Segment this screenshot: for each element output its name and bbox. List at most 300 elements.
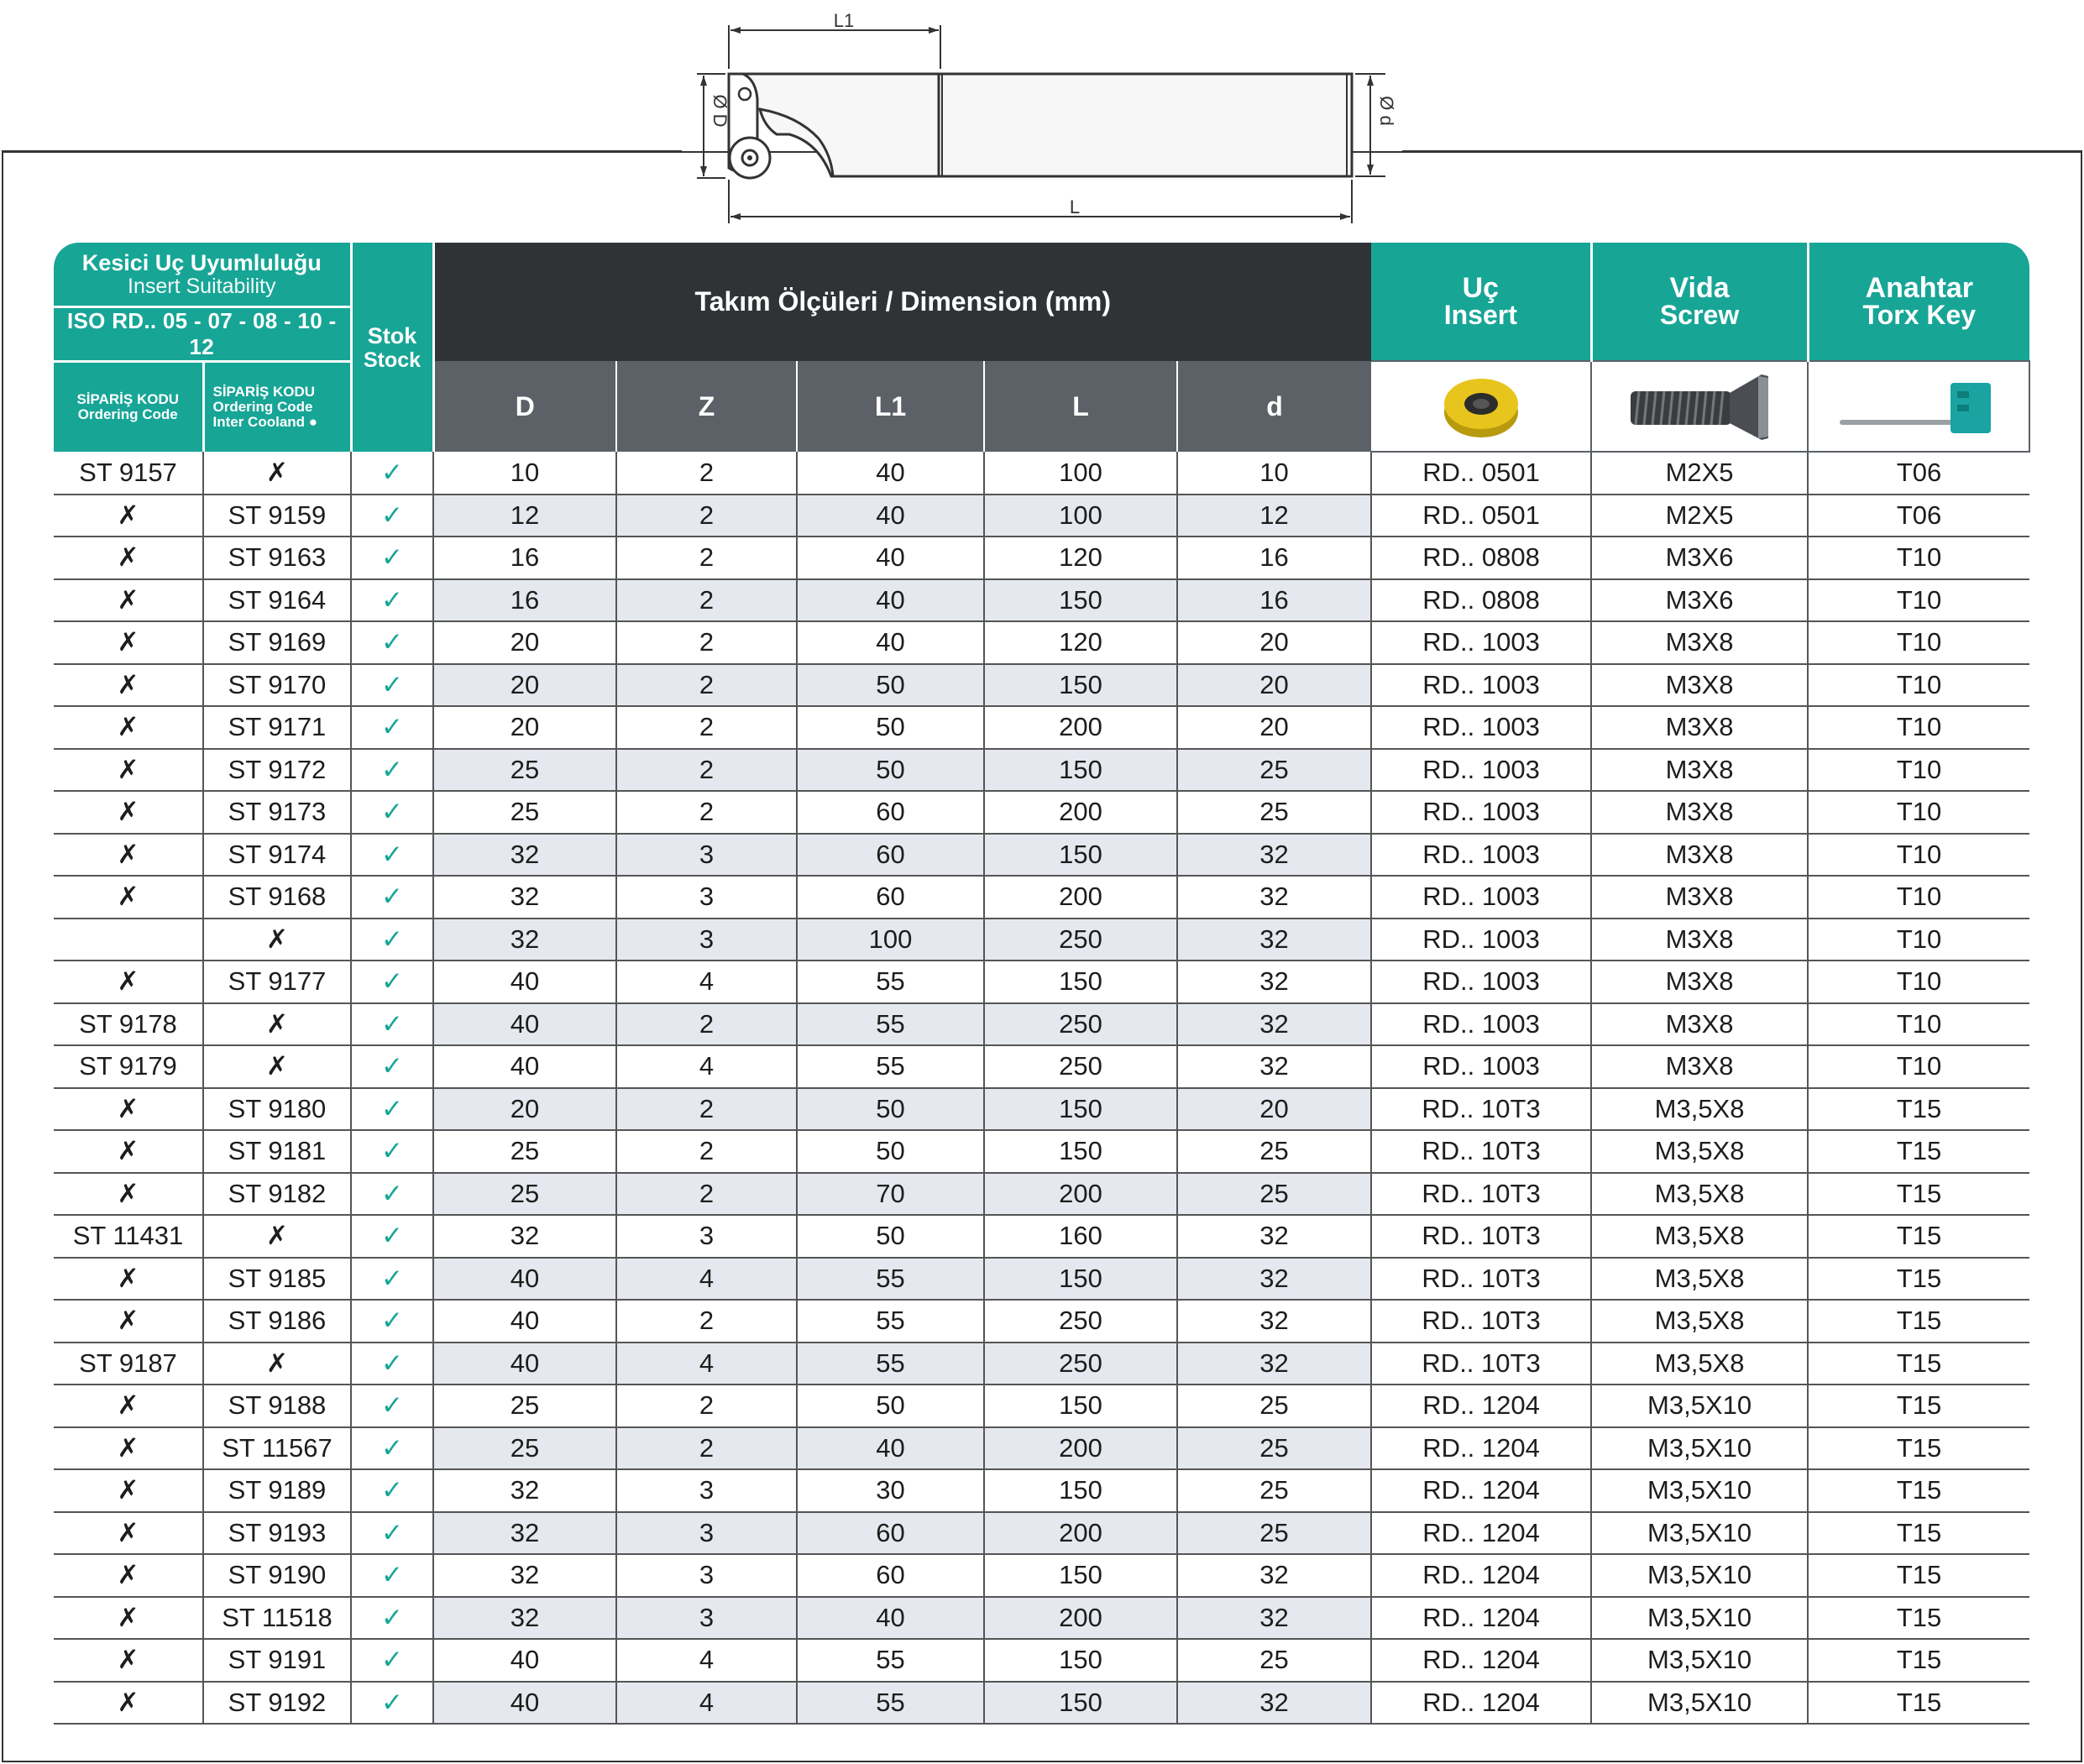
check-icon: ✓ — [351, 961, 433, 1003]
table-row — [54, 664, 2029, 707]
key-title: Anahtar — [1865, 272, 1974, 304]
cell-screw: M3,5X10 — [1591, 1682, 1808, 1725]
cell-z: 3 — [616, 919, 797, 961]
cell-insert: RD.. 10T3 — [1371, 1130, 1591, 1173]
cell-insert: RD.. 1003 — [1371, 791, 1591, 834]
cell-l: 250 — [984, 1045, 1177, 1088]
cell-insert: RD.. 1204 — [1371, 1512, 1591, 1555]
cell-key: T10 — [1808, 664, 2029, 707]
cell-l1: 40 — [797, 495, 984, 537]
cell-z: 2 — [616, 706, 797, 749]
cell-insert: RD.. 1003 — [1371, 961, 1591, 1003]
cell-z: 2 — [616, 579, 797, 622]
cell-key: T15 — [1808, 1343, 2029, 1385]
stock-sub: Stock — [363, 348, 422, 372]
cell-l1: 60 — [797, 834, 984, 877]
table-row — [54, 834, 2029, 877]
cell-l1: 70 — [797, 1173, 984, 1216]
cell-screw: M3X8 — [1591, 834, 1808, 877]
iso-line: ISO RD.. 05 - 07 - 08 - 10 - 12 — [66, 307, 337, 359]
check-icon: ✓ — [351, 1088, 433, 1131]
cell-d: 20 — [1177, 706, 1371, 749]
check-icon: ✓ — [351, 1469, 433, 1512]
table-row — [54, 579, 2029, 622]
cell-l1: 50 — [797, 1215, 984, 1258]
cell-d: 25 — [433, 749, 616, 792]
cell-key: T15 — [1808, 1554, 2029, 1597]
cell-key: T10 — [1808, 537, 2029, 579]
cell-l1: 60 — [797, 1554, 984, 1597]
cell-z: 4 — [616, 1682, 797, 1725]
cell-d: 32 — [433, 1215, 616, 1258]
cell-d: 32 — [1177, 1003, 1371, 1046]
cross-icon: ✗ — [54, 1554, 203, 1597]
cell-key: T10 — [1808, 749, 2029, 792]
table-row — [54, 1427, 2029, 1470]
cell-key: T15 — [1808, 1215, 2029, 1258]
cell-insert: RD.. 1204 — [1371, 1469, 1591, 1512]
col-header-L1: L1 — [797, 361, 984, 452]
cross-icon: ✗ — [54, 706, 203, 749]
cross-icon: ✗ — [54, 495, 203, 537]
cell-l: 200 — [984, 1512, 1177, 1555]
cell-l1: 55 — [797, 1003, 984, 1046]
cell-d: 40 — [433, 1258, 616, 1301]
cell-z: 4 — [616, 1258, 797, 1301]
cell-d: 32 — [1177, 1215, 1371, 1258]
cell-cool: ST 9180 — [203, 1088, 351, 1131]
cell-key: T15 — [1808, 1682, 2029, 1725]
cross-icon: ✗ — [203, 1003, 351, 1046]
table-row — [54, 1003, 2029, 1046]
table-row — [54, 1639, 2029, 1682]
cell-z: 2 — [616, 1088, 797, 1131]
ordering-code-cool-en1: Ordering Code — [212, 398, 313, 415]
cell-key: T10 — [1808, 706, 2029, 749]
dim-label-L1: L1 — [833, 10, 855, 31]
table-row — [54, 1469, 2029, 1512]
table-row — [54, 961, 2029, 1003]
cell-z: 3 — [616, 1597, 797, 1640]
cell-insert: RD.. 1204 — [1371, 1427, 1591, 1470]
cell-d: 16 — [433, 579, 616, 622]
cell-l1: 55 — [797, 1682, 984, 1725]
cell-screw: M3,5X8 — [1591, 1173, 1808, 1216]
cell-d: 25 — [433, 1427, 616, 1470]
cross-icon: ✗ — [54, 1300, 203, 1343]
cell-insert: RD.. 0808 — [1371, 579, 1591, 622]
cross-icon: ✗ — [203, 919, 351, 961]
cross-icon: ✗ — [54, 1258, 203, 1301]
cell-l1: 50 — [797, 1385, 984, 1427]
insert-suitability-header — [54, 243, 351, 306]
cell-screw: M3,5X8 — [1591, 1300, 1808, 1343]
cell-l: 150 — [984, 664, 1177, 707]
cell-d: 20 — [433, 664, 616, 707]
cell-insert: RD.. 0808 — [1371, 537, 1591, 579]
table-row — [54, 537, 2029, 579]
cell-key: T15 — [1808, 1300, 2029, 1343]
cell-l: 150 — [984, 1385, 1177, 1427]
cross-icon: ✗ — [54, 537, 203, 579]
cell-d: 16 — [1177, 579, 1371, 622]
cell-screw: M3,5X8 — [1591, 1215, 1808, 1258]
cell-z: 3 — [616, 1469, 797, 1512]
cell-d: 16 — [1177, 537, 1371, 579]
insert-image-cell — [1371, 361, 1591, 452]
cell-d: 25 — [1177, 749, 1371, 792]
end-mill-diagram — [0, 0, 2084, 235]
cell-screw: M3X8 — [1591, 706, 1808, 749]
table-row — [54, 791, 2029, 834]
cell-insert: RD.. 1204 — [1371, 1639, 1591, 1682]
check-icon: ✓ — [351, 452, 433, 495]
check-icon: ✓ — [351, 495, 433, 537]
cell-key: T15 — [1808, 1130, 2029, 1173]
check-icon: ✓ — [351, 1215, 433, 1258]
cross-icon: ✗ — [54, 749, 203, 792]
cell-l1: 60 — [797, 876, 984, 919]
table-row — [54, 1385, 2029, 1427]
check-icon: ✓ — [351, 834, 433, 877]
cell-key: T06 — [1808, 495, 2029, 537]
table-row — [54, 1554, 2029, 1597]
cell-cool: ST 9192 — [203, 1682, 351, 1725]
cell-d: 25 — [1177, 1639, 1371, 1682]
cell-d: 32 — [1177, 961, 1371, 1003]
table-row — [54, 749, 2029, 792]
cell-l: 200 — [984, 1173, 1177, 1216]
table-row — [54, 876, 2029, 919]
cell-key: T10 — [1808, 621, 2029, 664]
cell-l1: 55 — [797, 961, 984, 1003]
check-icon: ✓ — [351, 1682, 433, 1725]
cell-cool: ST 9168 — [203, 876, 351, 919]
cell-screw: M3X8 — [1591, 791, 1808, 834]
cell-d: 25 — [1177, 1385, 1371, 1427]
cell-l1: 60 — [797, 791, 984, 834]
cell-z: 3 — [616, 1215, 797, 1258]
cell-z: 2 — [616, 791, 797, 834]
cell-d: 32 — [1177, 876, 1371, 919]
stock-header — [351, 243, 433, 452]
cell-key: T10 — [1808, 919, 2029, 961]
torx-key-icon — [1835, 368, 2003, 445]
cell-l: 100 — [984, 452, 1177, 495]
cell-key: T15 — [1808, 1469, 2029, 1512]
cell-d: 40 — [433, 1045, 616, 1088]
cross-icon: ✗ — [54, 1597, 203, 1640]
cell-l1: 50 — [797, 706, 984, 749]
cross-icon: ✗ — [54, 791, 203, 834]
cell-d: 25 — [433, 1130, 616, 1173]
cell-l: 150 — [984, 961, 1177, 1003]
col-header-D: D — [433, 361, 616, 452]
table-row — [54, 1088, 2029, 1131]
cell-code: ST 9178 — [54, 1003, 203, 1046]
cell-key: T15 — [1808, 1385, 2029, 1427]
cell-l1: 55 — [797, 1045, 984, 1088]
cell-d: 20 — [433, 706, 616, 749]
cell-l: 200 — [984, 706, 1177, 749]
cross-icon: ✗ — [54, 1130, 203, 1173]
cell-l1: 40 — [797, 1427, 984, 1470]
table-row — [54, 1512, 2029, 1555]
cell-z: 2 — [616, 1300, 797, 1343]
cell-screw: M3X8 — [1591, 1045, 1808, 1088]
cell-d: 12 — [1177, 495, 1371, 537]
cell-code: ST 11431 — [54, 1215, 203, 1258]
cell-z: 2 — [616, 621, 797, 664]
cell-l: 250 — [984, 1300, 1177, 1343]
cell-d: 40 — [433, 961, 616, 1003]
cell-cool: ST 9171 — [203, 706, 351, 749]
cell-d: 12 — [433, 495, 616, 537]
cell-key: T10 — [1808, 1003, 2029, 1046]
cell-d: 25 — [1177, 791, 1371, 834]
tool-drawing — [0, 0, 2084, 235]
cell-z: 4 — [616, 1045, 797, 1088]
rd-insert-icon — [1435, 370, 1527, 442]
cell-cool: ST 9170 — [203, 664, 351, 707]
cell-code: ST 9179 — [54, 1045, 203, 1088]
cell-insert: RD.. 10T3 — [1371, 1343, 1591, 1385]
cross-icon: ✗ — [54, 1088, 203, 1131]
cell-d: 25 — [433, 1173, 616, 1216]
product-table — [54, 243, 2030, 1725]
cell-key: T15 — [1808, 1258, 2029, 1301]
cell-insert: RD.. 0501 — [1371, 495, 1591, 537]
table-row — [54, 1258, 2029, 1301]
table-row — [54, 1215, 2029, 1258]
table-row — [54, 1130, 2029, 1173]
cell-screw: M3X8 — [1591, 1003, 1808, 1046]
cell-d: 25 — [1177, 1130, 1371, 1173]
table-row — [54, 1343, 2029, 1385]
cell-cool: ST 9174 — [203, 834, 351, 877]
cell-insert: RD.. 1204 — [1371, 1682, 1591, 1725]
cell-key: T15 — [1808, 1597, 2029, 1640]
cell-d: 32 — [1177, 1597, 1371, 1640]
cell-screw: M3,5X10 — [1591, 1427, 1808, 1470]
cell-z: 2 — [616, 749, 797, 792]
cell-l1: 50 — [797, 1130, 984, 1173]
cell-screw: M3,5X8 — [1591, 1343, 1808, 1385]
cell-d: 25 — [1177, 1469, 1371, 1512]
check-icon: ✓ — [351, 749, 433, 792]
cell-d: 40 — [433, 1343, 616, 1385]
cell-d: 20 — [433, 1088, 616, 1131]
check-icon: ✓ — [351, 876, 433, 919]
cell-l: 150 — [984, 1554, 1177, 1597]
cell-l: 250 — [984, 1003, 1177, 1046]
ordering-code-cool-tr: SİPARİŞ KODU — [212, 383, 316, 400]
cell-insert: RD.. 10T3 — [1371, 1300, 1591, 1343]
cell-z: 3 — [616, 1554, 797, 1597]
cell-z: 2 — [616, 537, 797, 579]
cross-icon: ✗ — [203, 1045, 351, 1088]
cell-d: 32 — [433, 1554, 616, 1597]
cell-l: 120 — [984, 621, 1177, 664]
cell-insert: RD.. 1003 — [1371, 876, 1591, 919]
check-icon: ✓ — [351, 1130, 433, 1173]
cell-l: 150 — [984, 579, 1177, 622]
cell-insert: RD.. 10T3 — [1371, 1215, 1591, 1258]
cell-insert: RD.. 10T3 — [1371, 1258, 1591, 1301]
cell-l1: 55 — [797, 1343, 984, 1385]
cell-cool: ST 9188 — [203, 1385, 351, 1427]
cell-screw: M3,5X10 — [1591, 1469, 1808, 1512]
cross-icon: ✗ — [54, 1427, 203, 1470]
cell-cool: ST 11567 — [203, 1427, 351, 1470]
cell-d: 10 — [1177, 452, 1371, 495]
cell-l1: 50 — [797, 749, 984, 792]
cell-screw: M3,5X10 — [1591, 1512, 1808, 1555]
table-row — [54, 1682, 2029, 1725]
cell-screw: M3X8 — [1591, 961, 1808, 1003]
check-icon: ✓ — [351, 579, 433, 622]
check-icon: ✓ — [351, 1173, 433, 1216]
dimension-title: Takım Ölçüleri / — [694, 286, 893, 317]
check-icon: ✓ — [351, 1258, 433, 1301]
cell-z: 2 — [616, 664, 797, 707]
cell-l: 250 — [984, 919, 1177, 961]
cell-d: 40 — [433, 1003, 616, 1046]
check-icon: ✓ — [351, 1385, 433, 1427]
cell-screw: M3X6 — [1591, 537, 1808, 579]
screw-icon — [1624, 368, 1775, 445]
col-header-Z: Z — [616, 361, 797, 452]
cell-d: 16 — [433, 537, 616, 579]
cross-icon: ✗ — [54, 1512, 203, 1555]
cell-d: 32 — [433, 919, 616, 961]
drop-icon: ● — [308, 413, 318, 430]
check-icon: ✓ — [351, 621, 433, 664]
insert-title: Uç — [1462, 272, 1500, 304]
cell-l: 150 — [984, 834, 1177, 877]
check-icon: ✓ — [351, 537, 433, 579]
cell-cool: ST 9177 — [203, 961, 351, 1003]
cell-screw: M3X6 — [1591, 579, 1808, 622]
cell-d: 32 — [1177, 834, 1371, 877]
cell-cool: ST 9173 — [203, 791, 351, 834]
cell-l1: 55 — [797, 1639, 984, 1682]
cell-l1: 40 — [797, 621, 984, 664]
cross-icon: ✗ — [54, 1639, 203, 1682]
cell-d: 25 — [433, 791, 616, 834]
cell-cool: ST 9191 — [203, 1639, 351, 1682]
cell-l1: 40 — [797, 1597, 984, 1640]
cross-icon: ✗ — [203, 452, 351, 495]
cell-z: 4 — [616, 1343, 797, 1385]
cell-screw: M3X8 — [1591, 876, 1808, 919]
check-icon: ✓ — [351, 664, 433, 707]
cell-z: 2 — [616, 1427, 797, 1470]
cell-d: 32 — [1177, 1300, 1371, 1343]
cell-screw: M3,5X8 — [1591, 1130, 1808, 1173]
col-header-d: d — [1177, 361, 1371, 452]
cell-z: 2 — [616, 495, 797, 537]
cell-cool: ST 9186 — [203, 1300, 351, 1343]
cell-cool: ST 11518 — [203, 1597, 351, 1640]
ordering-code-header — [54, 361, 203, 452]
cell-d: 32 — [433, 1597, 616, 1640]
cross-icon: ✗ — [54, 579, 203, 622]
table-row — [54, 1045, 2029, 1088]
cell-z: 3 — [616, 876, 797, 919]
cell-key: T15 — [1808, 1173, 2029, 1216]
cell-d: 20 — [1177, 1088, 1371, 1131]
cell-cool: ST 9163 — [203, 537, 351, 579]
cell-key: T06 — [1808, 452, 2029, 495]
check-icon: ✓ — [351, 1045, 433, 1088]
dim-label-L: L — [1069, 196, 1081, 217]
check-icon: ✓ — [351, 919, 433, 961]
table-row — [54, 495, 2029, 537]
cell-code: ST 9187 — [54, 1343, 203, 1385]
insert-suitability-sub: Insert Suitability — [128, 274, 276, 298]
cell-key: T10 — [1808, 834, 2029, 877]
cell-l1: 60 — [797, 1512, 984, 1555]
cell-d: 32 — [1177, 1045, 1371, 1088]
check-icon: ✓ — [351, 1639, 433, 1682]
cell-insert: RD.. 1003 — [1371, 706, 1591, 749]
cell-screw: M3,5X10 — [1591, 1639, 1808, 1682]
cell-screw: M3X8 — [1591, 919, 1808, 961]
cell-cool: ST 9181 — [203, 1130, 351, 1173]
table-row — [54, 1173, 2029, 1216]
cell-insert: RD.. 1204 — [1371, 1554, 1591, 1597]
cell-key: T15 — [1808, 1639, 2029, 1682]
cell-key: T10 — [1808, 579, 2029, 622]
cell-l: 150 — [984, 1258, 1177, 1301]
cell-d: 10 — [433, 452, 616, 495]
cell-screw: M3,5X8 — [1591, 1088, 1808, 1131]
cell-insert: RD.. 10T3 — [1371, 1173, 1591, 1216]
table-row — [54, 452, 2029, 495]
cell-l: 150 — [984, 1130, 1177, 1173]
cell-l1: 50 — [797, 1088, 984, 1131]
cell-d: 25 — [433, 1385, 616, 1427]
cross-icon: ✗ — [203, 1215, 351, 1258]
cell-z: 2 — [616, 1130, 797, 1173]
cell-key: T15 — [1808, 1427, 2029, 1470]
cell-d: 25 — [1177, 1512, 1371, 1555]
cell-insert: RD.. 1003 — [1371, 919, 1591, 961]
cell-d: 20 — [1177, 664, 1371, 707]
cell-z: 4 — [616, 961, 797, 1003]
insert-header — [1371, 243, 1591, 361]
cell-l: 250 — [984, 1343, 1177, 1385]
cell-cool: ST 9159 — [203, 495, 351, 537]
cell-d: 32 — [433, 1512, 616, 1555]
dimension-header — [433, 243, 1371, 361]
cell-d: 32 — [1177, 1343, 1371, 1385]
cell-d: 32 — [1177, 919, 1371, 961]
table-row — [54, 1597, 2029, 1640]
cell-l: 200 — [984, 876, 1177, 919]
cell-l1: 55 — [797, 1300, 984, 1343]
cell-cool: ST 9185 — [203, 1258, 351, 1301]
cross-icon: ✗ — [54, 621, 203, 664]
cell-z: 2 — [616, 1003, 797, 1046]
cell-l1: 30 — [797, 1469, 984, 1512]
check-icon: ✓ — [351, 1427, 433, 1470]
cell-screw: M3X8 — [1591, 621, 1808, 664]
cell-d: 25 — [1177, 1173, 1371, 1216]
table-row — [54, 1300, 2029, 1343]
cell-d: 40 — [433, 1639, 616, 1682]
